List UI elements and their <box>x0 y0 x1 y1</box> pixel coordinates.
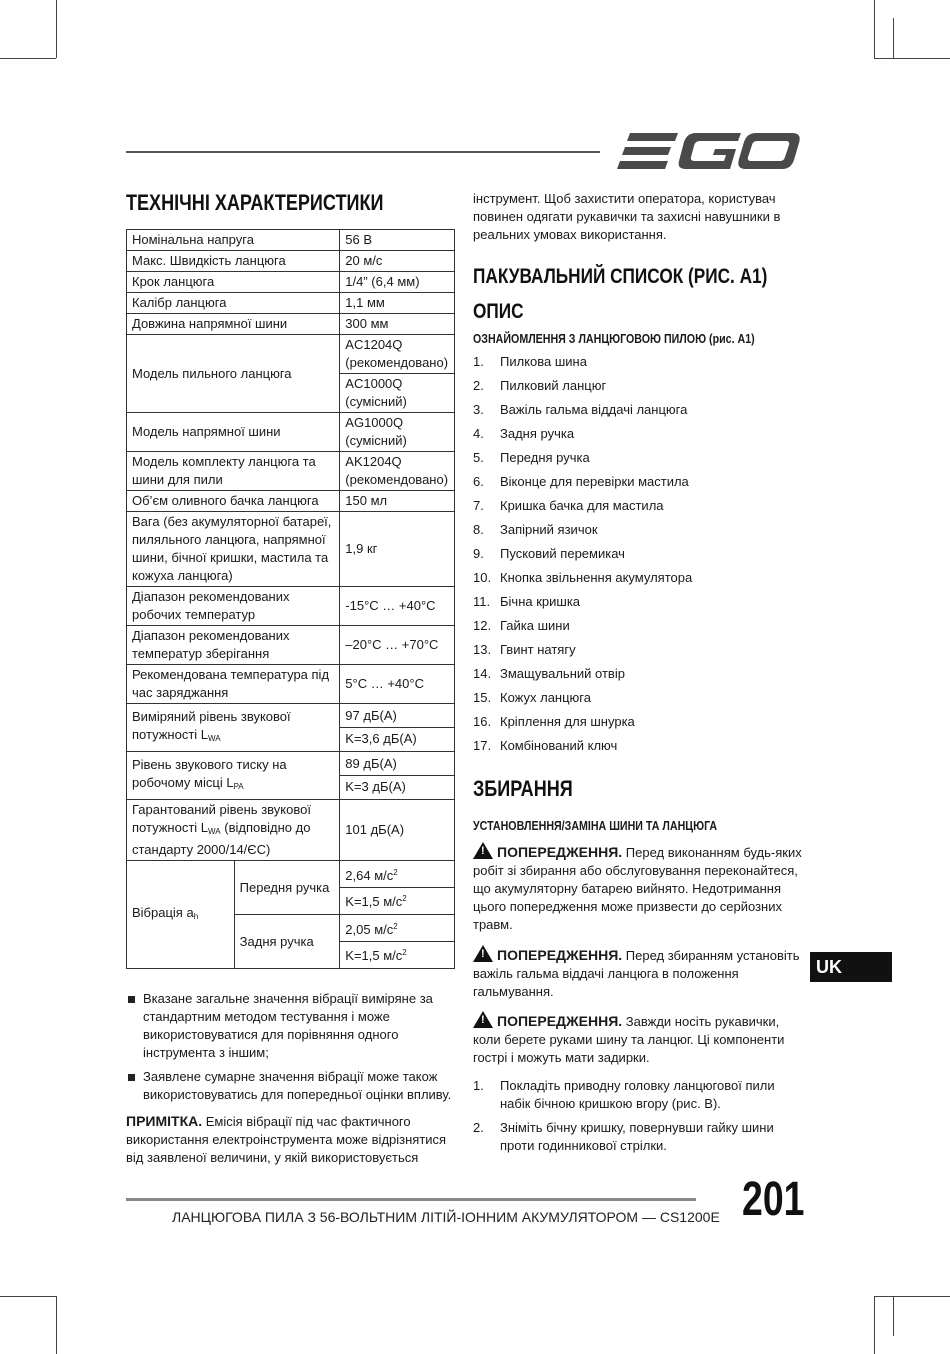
table-row <box>127 704 455 752</box>
table-row <box>127 665 455 704</box>
ego-logo <box>616 130 800 172</box>
warning-icon: ! <box>473 945 493 962</box>
table-row <box>127 272 455 293</box>
table-row <box>127 314 455 335</box>
spec-value: AK1204Q (рекомендовано) <box>340 452 455 491</box>
spec-value: 89 дБ(A) K=3 дБ(A) <box>340 752 455 800</box>
crop-mark <box>874 0 875 58</box>
spec-value: 1,9 кг <box>340 512 455 587</box>
spec-label: Модель напрямної шини <box>127 413 340 452</box>
spec-value: 1,1 мм <box>340 293 455 314</box>
spec-label: Гарантований рівень звукової потужності $L_{WA}$ (відповідно до стандарту 2000/14/ЄС) <box>127 800 340 861</box>
install-title: УСТАНОВЛЕННЯ/ЗАМІНА ШИНИ ТА ЛАНЦЮГА <box>473 818 718 833</box>
table-row <box>127 587 455 626</box>
spec-label: Макс. Швидкість ланцюга <box>127 251 340 272</box>
warning-icon: ! <box>473 1011 493 1028</box>
spec-value: AC1204Q (рекомендовано) <box>340 335 455 374</box>
table-row <box>127 800 455 861</box>
spec-sublabel: Передня ручка <box>234 861 340 915</box>
spec-label: Виміряний рівень звукової потужності $L_{WA}$ <box>127 704 340 752</box>
assembly-steps <box>473 1077 803 1161</box>
spec-label: Рекомендована температура під час заряджання <box>127 665 340 704</box>
table-row <box>127 861 455 915</box>
table-row <box>127 413 455 452</box>
crop-mark <box>0 58 56 59</box>
list-item: 2. Зніміть бічну кришку, повернувши гайку шини проти годинникової стрілки. <box>473 1120 774 1153</box>
list-item: 15. Кожух ланцюга <box>473 690 591 705</box>
table-row <box>127 452 455 491</box>
list-item: 12. Гайка шини <box>473 618 570 633</box>
spec-label: Номінальна напруга <box>127 230 340 251</box>
list-item: 3. Важіль гальма віддачі ланцюга <box>473 402 688 417</box>
footer-title: ЛАНЦЮГОВА ПИЛА З 56-ВОЛЬТНИМ ЛІТІЙ-ІОННИМ АКУМУЛЯТОРОМ — CS1200E <box>172 1209 720 1225</box>
spec-value: 150 мл <box>340 491 455 512</box>
list-item: 10. Кнопка звільнення акумулятора <box>473 570 693 585</box>
familiar-title: ОЗНАЙОМЛЕННЯ З ЛАНЦЮГОВОЮ ПИЛОЮ (рис. A1) <box>473 331 755 346</box>
list-item: 6. Віконце для перевірки мастила <box>473 474 689 489</box>
spec-value: AG1000Q (сумісний) <box>340 413 455 452</box>
spec-label: Вібрація $a_h$ <box>127 861 235 969</box>
spec-label: Довжина напрямної шини <box>127 314 340 335</box>
list-item: 14. Змащувальний отвір <box>473 666 625 681</box>
spec-value: 2,64 $м/с^2$ K=1,5 $м/с^2$ <box>340 861 455 915</box>
page-number: 201 <box>742 1173 805 1226</box>
parts-list <box>473 353 803 761</box>
list-item: Вказане загальне значення вібрації виміряне за стандартним методом тестування і може використовуватися для порівняння одного інструмента з іншим; <box>126 990 456 1062</box>
intro-paragraph: інструмент. Щоб захистити оператора, користувач повинен одягати рукавички та захисні навушники в реальних умовах використання. <box>473 191 781 242</box>
spec-sublabel: Задня ручка <box>234 915 340 969</box>
spec-label: Рівень звукового тиску на робочому місці $L_{PA}$ <box>127 752 340 800</box>
spec-value: 97 дБ(A) K=3,6 дБ(A) <box>340 704 455 752</box>
list-item: 13. Гвинт натягу <box>473 642 576 657</box>
list-item: 1. Пилкова шина <box>473 354 587 369</box>
spec-value: 101 дБ(A) <box>340 800 455 861</box>
spec-value: 5°C … +40°C <box>340 665 455 704</box>
list-item: 17. Комбінований ключ <box>473 738 618 753</box>
crop-mark <box>0 1296 56 1297</box>
table-row <box>127 335 455 374</box>
crop-mark <box>56 0 57 58</box>
spec-value: 300 мм <box>340 314 455 335</box>
list-item: 1. Покладіть приводну головку ланцюгової пили набік бічною кришкою вгору (рис. B). <box>473 1078 775 1111</box>
list-item: 2. Пилковий ланцюг <box>473 378 607 393</box>
spec-value: 1/4” (6,4 мм) <box>340 272 455 293</box>
description-title: ОПИС <box>473 300 524 323</box>
table-row <box>127 512 455 587</box>
table-row <box>127 491 455 512</box>
list-item: 4. Задня ручка <box>473 426 575 441</box>
spec-value: 56 В <box>340 230 455 251</box>
warning-icon: ! <box>473 842 493 859</box>
list-item: 16. Кріплення для шнурка <box>473 714 635 729</box>
spec-label: Об’єм оливного бачка ланцюга <box>127 491 340 512</box>
spec-label: Діапазон рекомендованих температур зберігання <box>127 626 340 665</box>
spec-table <box>126 229 455 969</box>
crop-mark <box>874 1296 950 1297</box>
specs-title: ТЕХНІЧНІ ХАРАКТЕРИСТИКИ <box>126 190 384 215</box>
table-row <box>127 230 455 251</box>
crop-mark <box>874 58 950 59</box>
note-paragraph: ПРИМІТКА. Емісія вібрації під час фактичного використання електроінструмента може відрізнятися від заявленої величини, у якій використовується <box>126 1113 447 1165</box>
list-item: 8. Запірний язичок <box>473 522 598 537</box>
table-row <box>127 293 455 314</box>
list-item: Заявлене сумарне значення вібрації може також використовуватись для попередньої оцінки впливу. <box>126 1068 456 1104</box>
crop-mark <box>874 1296 875 1354</box>
spec-value: 20 м/с <box>340 251 455 272</box>
table-row <box>127 251 455 272</box>
vibration-notes <box>126 990 456 1110</box>
warning-paragraph: ! ПОПЕРЕДЖЕННЯ. Завжди носіть рукавички, коли берете руками шину та ланцюг. Ці компоненти гострі і можуть мати задирки. <box>473 1013 785 1065</box>
spec-value: -15°C … +40°C <box>340 587 455 626</box>
language-tab: UK <box>810 952 892 982</box>
header-rule <box>126 151 600 153</box>
crop-mark <box>893 1296 894 1336</box>
table-row <box>127 626 455 665</box>
list-item: 9. Пусковий перемикач <box>473 546 625 561</box>
spec-label: Модель комплекту ланцюга та шини для пили <box>127 452 340 491</box>
crop-mark <box>56 1296 57 1354</box>
table-row <box>127 752 455 800</box>
spec-label: Модель пильного ланцюга <box>127 335 340 413</box>
list-item: 7. Кришка бачка для мастила <box>473 498 664 513</box>
footer-rule <box>126 1198 696 1201</box>
list-item: 5. Передня ручка <box>473 450 590 465</box>
crop-mark <box>893 18 894 58</box>
warning-paragraph: ! ПОПЕРЕДЖЕННЯ. Перед збиранням установіть важіль гальма віддачі ланцюга в положення гальмування. <box>473 947 800 999</box>
spec-label: Діапазон рекомендованих робочих температур <box>127 587 340 626</box>
spec-value: –20°C … +70°C <box>340 626 455 665</box>
spec-value: AC1000Q (сумісний) <box>340 374 455 413</box>
list-item: 11. Бічна кришка <box>473 594 581 609</box>
packing-list-title: ПАКУВАЛЬНИЙ СПИСОК (РИС. A1) <box>473 265 768 288</box>
spec-label: Калібр ланцюга <box>127 293 340 314</box>
spec-label: Крок ланцюга <box>127 272 340 293</box>
spec-value: 2,05 $м/с^2$ K=1,5 $м/с^2$ <box>340 915 455 969</box>
warning-paragraph: ! ПОПЕРЕДЖЕННЯ. Перед виконанням будь-яких робіт зі збирання або обслуговування переконайтеся, що акумуляторну батарею вийнято. Недотримання цього попередження може призвести до серйозних травм. <box>473 844 802 932</box>
spec-label: Вага (без акумуляторної батареї, пиляльного ланцюга, напрямної шини, бічної кришки, мастила та кожуха ланцюга) <box>127 512 340 587</box>
assembly-title: ЗБИРАННЯ <box>473 776 573 801</box>
